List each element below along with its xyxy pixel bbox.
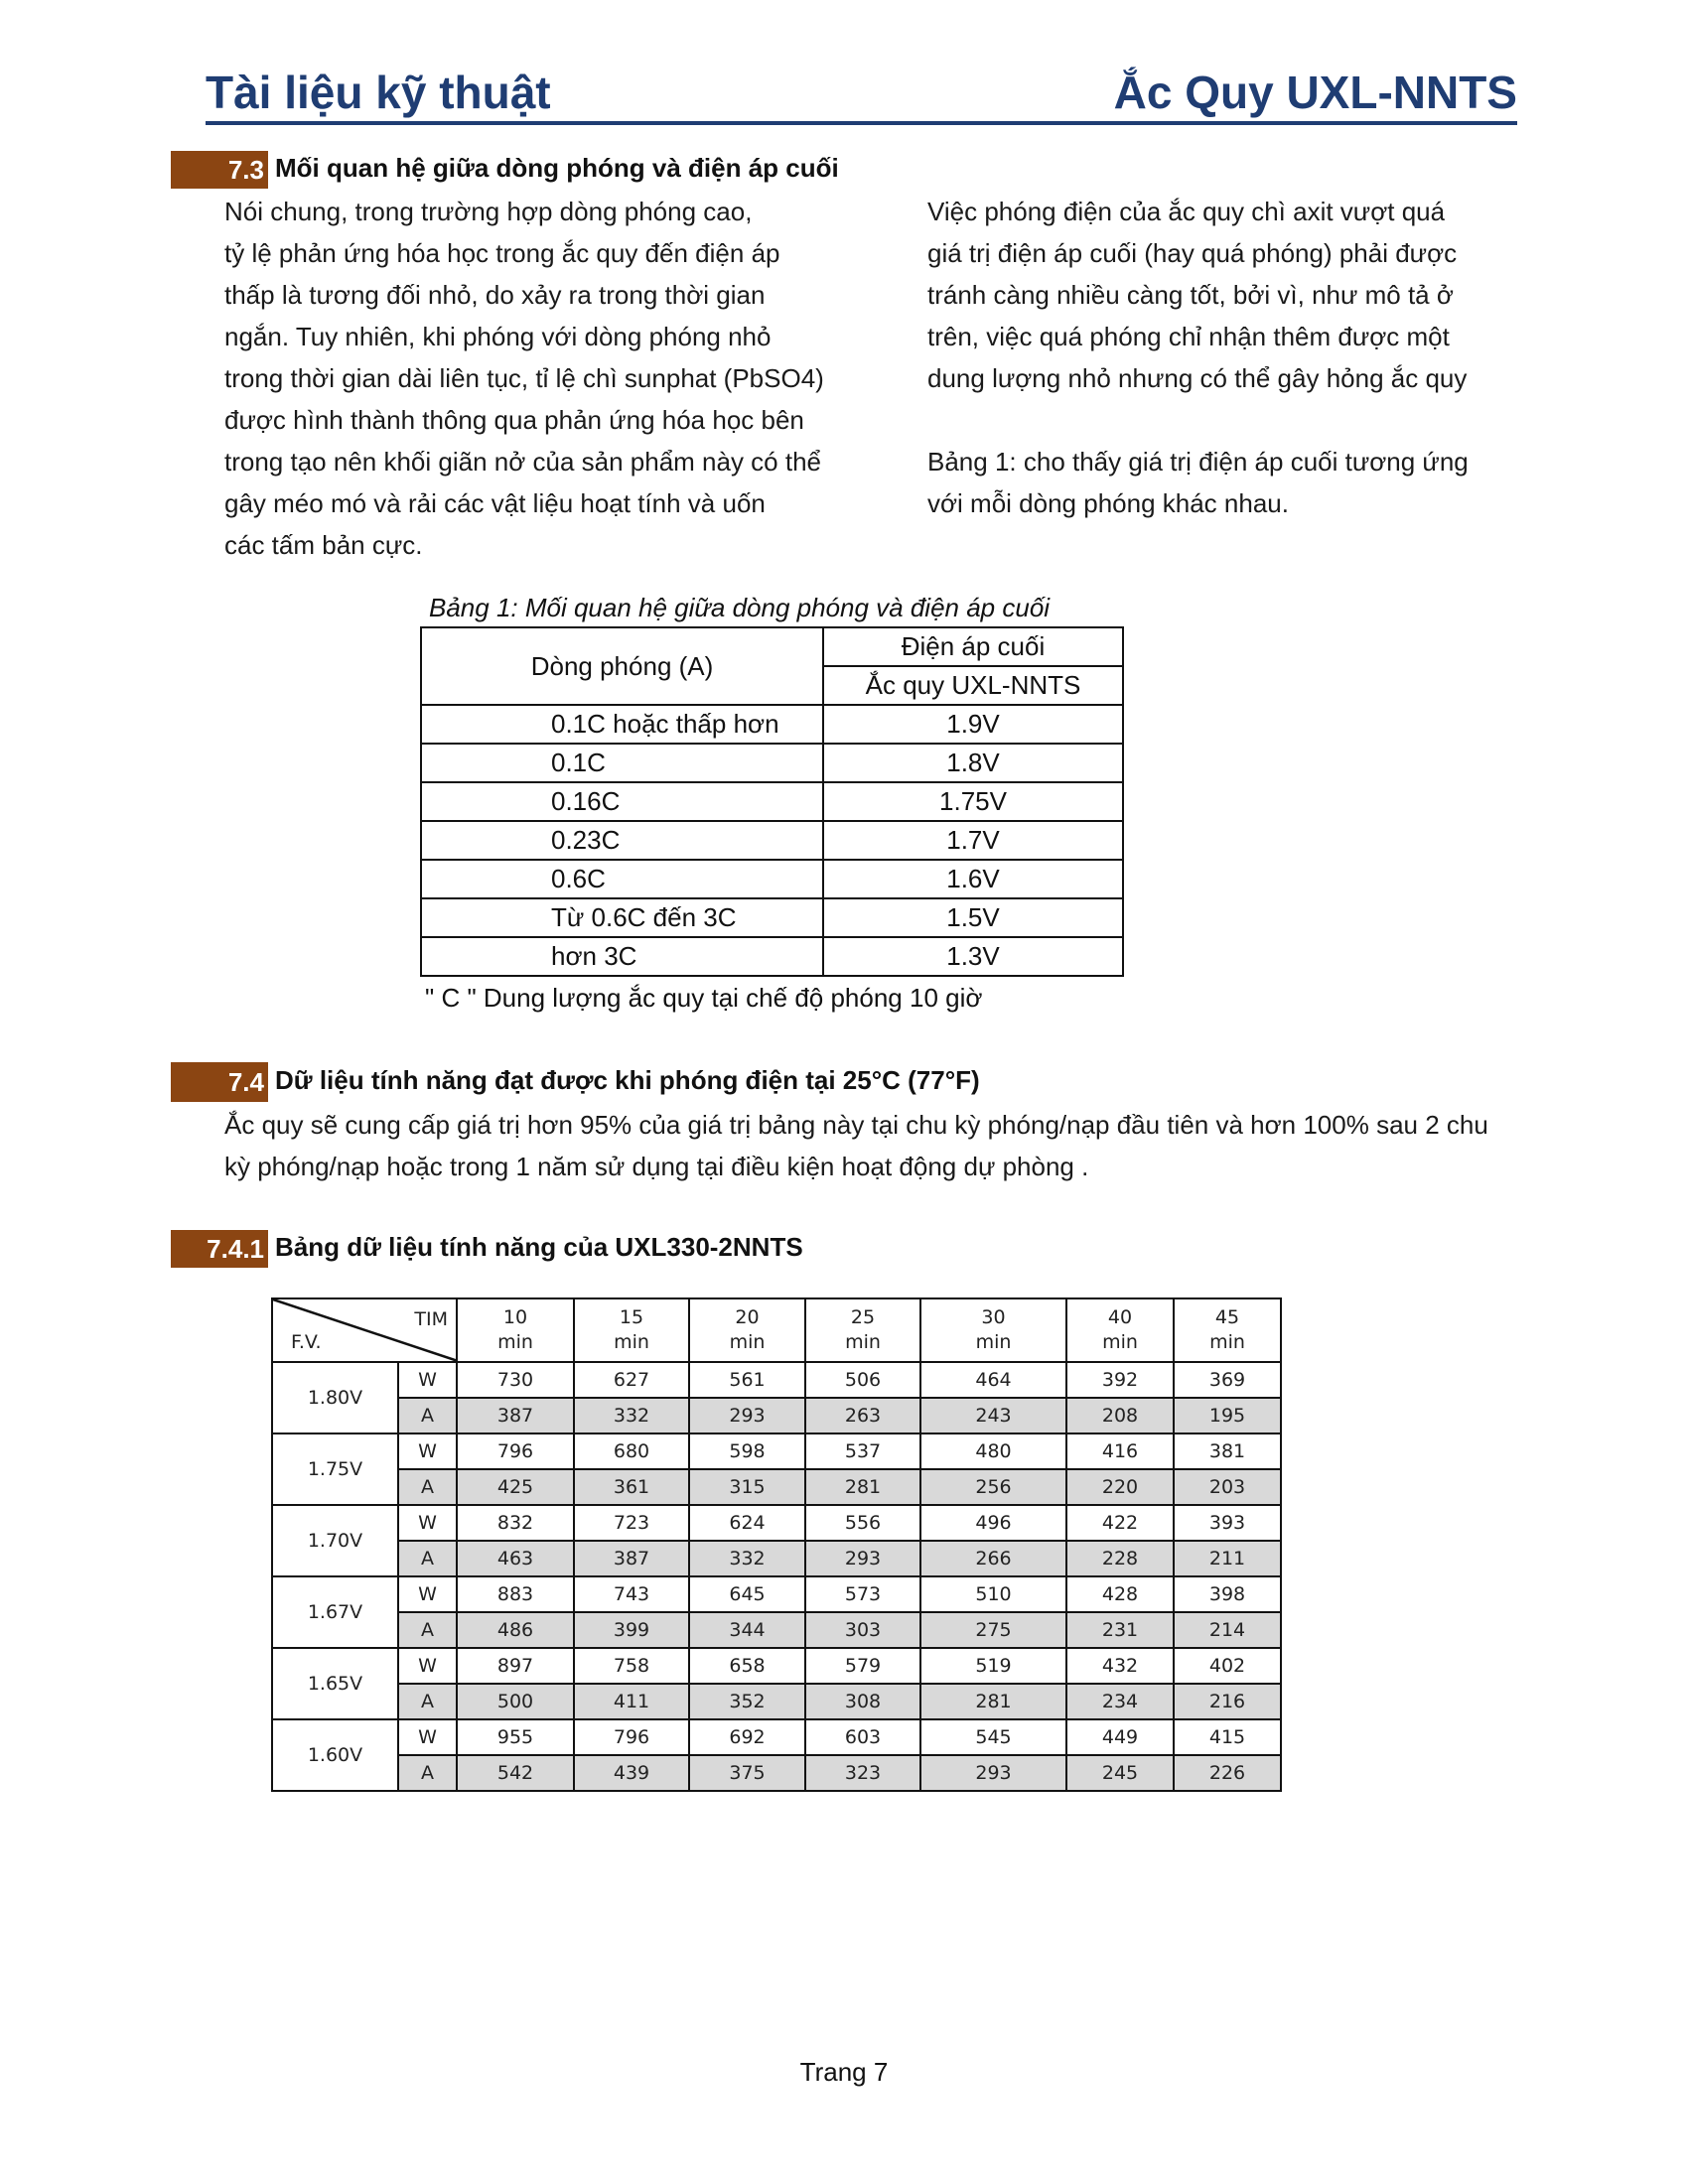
data-cell: 645 (689, 1576, 805, 1612)
data-cell: 228 (1066, 1541, 1174, 1576)
data-cell: 263 (805, 1398, 920, 1433)
table-row (272, 1576, 1281, 1612)
data-cell: 293 (920, 1755, 1066, 1791)
data-cell: 361 (574, 1469, 689, 1505)
data-cell: 579 (805, 1648, 920, 1684)
unit-label: A (398, 1755, 457, 1791)
table1-cell-current: Từ 0.6C đến 3C (421, 898, 823, 937)
data-cell: 220 (1066, 1469, 1174, 1505)
data-cell: 510 (920, 1576, 1066, 1612)
data-cell: 463 (457, 1541, 574, 1576)
column-header: 20 min (689, 1298, 805, 1362)
table1-cell-voltage: 1.7V (823, 821, 1123, 860)
table1-cell-voltage: 1.9V (823, 705, 1123, 744)
paragraph-line: Ắc quy sẽ cung cấp giá trị hơn 95% của giá trị bảng này tại chu kỳ phóng/nạp đầu tiên và hơn 100% sau 2 chu (224, 1110, 1488, 1140)
table-row (272, 1398, 1281, 1433)
table2-corner-header (272, 1298, 457, 1362)
table-row (272, 1719, 1281, 1755)
paragraph-left (224, 191, 824, 566)
final-voltage-label: F.V. (291, 1331, 322, 1353)
data-cell: 381 (1174, 1433, 1281, 1469)
data-cell: 425 (457, 1469, 574, 1505)
data-cell: 315 (689, 1469, 805, 1505)
data-cell: 293 (805, 1541, 920, 1576)
table-row (272, 1469, 1281, 1505)
table-row (421, 937, 1123, 976)
data-cell: 603 (805, 1719, 920, 1755)
time-axis-label: TIM (414, 1308, 448, 1330)
paragraph-line: Bảng 1: cho thấy giá trị điện áp cuối tương ứng (927, 447, 1469, 477)
paragraph-line: tránh càng nhiều càng tốt, bởi vì, như mô tả ở (927, 280, 1454, 310)
data-cell: 464 (920, 1362, 1066, 1398)
data-cell: 506 (805, 1362, 920, 1398)
paragraph-line: ngắn. Tuy nhiên, khi phóng với dòng phóng nhỏ (224, 322, 772, 351)
data-cell: 369 (1174, 1362, 1281, 1398)
table1-cell-voltage: 1.8V (823, 744, 1123, 782)
final-voltage-cell: 1.65V (272, 1648, 398, 1719)
table-row (421, 898, 1123, 937)
unit-label: W (398, 1505, 457, 1541)
paragraph-line: Nói chung, trong trường hợp dòng phóng cao, (224, 197, 753, 226)
table-row (272, 1648, 1281, 1684)
data-cell: 392 (1066, 1362, 1174, 1398)
data-cell: 352 (689, 1684, 805, 1719)
data-cell: 231 (1066, 1612, 1174, 1648)
data-cell: 275 (920, 1612, 1066, 1648)
section-title-7-3: Mối quan hệ giữa dòng phóng và điện áp cuối (275, 153, 839, 183)
data-cell: 399 (574, 1612, 689, 1648)
data-cell: 428 (1066, 1576, 1174, 1612)
column-header: 15 min (574, 1298, 689, 1362)
data-cell: 293 (689, 1398, 805, 1433)
table1-cell-current: 0.1C hoặc thấp hơn (421, 705, 823, 744)
data-cell: 415 (1174, 1719, 1281, 1755)
table1-header-voltage: Điện áp cuối (823, 627, 1123, 666)
data-cell: 897 (457, 1648, 574, 1684)
paragraph-line: dung lượng nhỏ nhưng có thể gây hỏng ắc quy (927, 363, 1468, 393)
data-cell: 308 (805, 1684, 920, 1719)
unit-label: W (398, 1576, 457, 1612)
column-header: 30 min (920, 1298, 1066, 1362)
data-cell: 723 (574, 1505, 689, 1541)
unit-label: W (398, 1719, 457, 1755)
table1-footnote: " C " Dung lượng ắc quy tại chế độ phóng 10 giờ (425, 983, 983, 1013)
data-cell: 303 (805, 1612, 920, 1648)
section-7-4-body (224, 1104, 1488, 1187)
data-cell: 883 (457, 1576, 574, 1612)
paragraph-right (927, 191, 1469, 524)
section-number-7-3: 7.3 (171, 151, 268, 189)
table1-cell-current: 0.23C (421, 821, 823, 860)
data-cell: 743 (574, 1576, 689, 1612)
data-cell: 796 (457, 1433, 574, 1469)
data-cell: 387 (574, 1541, 689, 1576)
table1-header-battery: Ắc quy UXL-NNTS (823, 666, 1123, 705)
table1-cell-voltage: 1.5V (823, 898, 1123, 937)
data-cell: 598 (689, 1433, 805, 1469)
paragraph-line: trong tạo nên khối giãn nở của sản phẩm này có thể (224, 447, 822, 477)
paragraph-line: giá trị điện áp cuối (hay quá phóng) phải được (927, 238, 1458, 268)
data-cell: 486 (457, 1612, 574, 1648)
data-cell: 214 (1174, 1612, 1281, 1648)
table-row (421, 821, 1123, 860)
unit-label: A (398, 1398, 457, 1433)
table-row (272, 1612, 1281, 1648)
paragraph-line: Việc phóng điện của ắc quy chì axit vượt quá (927, 197, 1446, 226)
column-header: 10 min (457, 1298, 574, 1362)
data-cell: 398 (1174, 1576, 1281, 1612)
table-row (272, 1684, 1281, 1719)
table-row (421, 782, 1123, 821)
data-cell: 211 (1174, 1541, 1281, 1576)
data-cell: 556 (805, 1505, 920, 1541)
data-cell: 439 (574, 1755, 689, 1791)
final-voltage-cell: 1.80V (272, 1362, 398, 1433)
table1-header-current: Dòng phóng (A) (421, 627, 823, 705)
unit-label: W (398, 1648, 457, 1684)
data-cell: 266 (920, 1541, 1066, 1576)
table-row (272, 1433, 1281, 1469)
data-cell: 332 (689, 1541, 805, 1576)
data-cell: 375 (689, 1755, 805, 1791)
table-row (421, 860, 1123, 898)
table-row (272, 1755, 1281, 1791)
data-cell: 758 (574, 1648, 689, 1684)
table-row (421, 705, 1123, 744)
table-row (421, 744, 1123, 782)
table1-cell-current: 0.16C (421, 782, 823, 821)
data-cell: 692 (689, 1719, 805, 1755)
final-voltage-cell: 1.75V (272, 1433, 398, 1505)
table1-cell-current: 0.6C (421, 860, 823, 898)
unit-label: A (398, 1469, 457, 1505)
final-voltage-cell: 1.60V (272, 1719, 398, 1791)
section-number-7-4-1: 7.4.1 (171, 1230, 268, 1268)
table1-cell-voltage: 1.6V (823, 860, 1123, 898)
table-row (272, 1541, 1281, 1576)
data-cell: 281 (805, 1469, 920, 1505)
table-row (272, 1505, 1281, 1541)
data-cell: 537 (805, 1433, 920, 1469)
data-cell: 680 (574, 1433, 689, 1469)
data-cell: 627 (574, 1362, 689, 1398)
data-cell: 208 (1066, 1398, 1174, 1433)
document-title: Tài liệu kỹ thuật (206, 67, 551, 118)
section-number-7-4: 7.4 (171, 1062, 268, 1102)
data-cell: 332 (574, 1398, 689, 1433)
table1-cell-current: 0.1C (421, 744, 823, 782)
data-cell: 387 (457, 1398, 574, 1433)
data-cell: 256 (920, 1469, 1066, 1505)
paragraph-line: thấp là tương đối nhỏ, do xảy ra trong thời gian (224, 280, 766, 310)
page-number: Trang 7 (799, 2057, 889, 2087)
data-cell: 573 (805, 1576, 920, 1612)
column-header: 40 min (1066, 1298, 1174, 1362)
data-cell: 955 (457, 1719, 574, 1755)
table1-caption: Bảng 1: Mối quan hệ giữa dòng phóng và điện áp cuối (429, 593, 1051, 622)
cutoff-voltage-table (420, 626, 1124, 977)
table1-cell-voltage: 1.75V (823, 782, 1123, 821)
data-cell: 416 (1066, 1433, 1174, 1469)
unit-label: A (398, 1684, 457, 1719)
data-cell: 730 (457, 1362, 574, 1398)
table-row (272, 1362, 1281, 1398)
data-cell: 243 (920, 1398, 1066, 1433)
data-cell: 480 (920, 1433, 1066, 1469)
table1-cell-voltage: 1.3V (823, 937, 1123, 976)
performance-table (271, 1297, 1282, 1792)
data-cell: 393 (1174, 1505, 1281, 1541)
data-cell: 545 (920, 1719, 1066, 1755)
data-cell: 281 (920, 1684, 1066, 1719)
section-title-7-4-1: Bảng dữ liệu tính năng của UXL330-2NNTS (275, 1232, 803, 1262)
data-cell: 500 (457, 1684, 574, 1719)
paragraph-line: các tấm bản cực. (224, 530, 423, 560)
data-cell: 245 (1066, 1755, 1174, 1791)
data-cell: 203 (1174, 1469, 1281, 1505)
data-cell: 195 (1174, 1398, 1281, 1433)
paragraph-line: trong thời gian dài liên tục, tỉ lệ chì sunphat (PbSO4) (224, 363, 824, 393)
data-cell: 216 (1174, 1684, 1281, 1719)
paragraph-line: trên, việc quá phóng chỉ nhận thêm được một (927, 322, 1450, 351)
data-cell: 796 (574, 1719, 689, 1755)
data-cell: 234 (1066, 1684, 1174, 1719)
data-cell: 624 (689, 1505, 805, 1541)
data-cell: 411 (574, 1684, 689, 1719)
column-header: 25 min (805, 1298, 920, 1362)
paragraph-line: tỷ lệ phản ứng hóa học trong ắc quy đến điện áp (224, 238, 780, 268)
product-title: Ắc Quy UXL-NNTS (1113, 67, 1517, 118)
data-cell: 658 (689, 1648, 805, 1684)
data-cell: 432 (1066, 1648, 1174, 1684)
header-rule (206, 121, 1517, 125)
section-title-7-4: Dữ liệu tính năng đạt được khi phóng điện tại 25°C (77°F) (275, 1065, 980, 1095)
data-cell: 449 (1066, 1719, 1174, 1755)
data-cell: 226 (1174, 1755, 1281, 1791)
data-cell: 561 (689, 1362, 805, 1398)
data-cell: 344 (689, 1612, 805, 1648)
data-cell: 422 (1066, 1505, 1174, 1541)
data-cell: 496 (920, 1505, 1066, 1541)
unit-label: W (398, 1362, 457, 1398)
table1-cell-current: hơn 3C (421, 937, 823, 976)
data-cell: 832 (457, 1505, 574, 1541)
paragraph-line: được hình thành thông qua phản ứng hóa học bên (224, 405, 804, 435)
unit-label: W (398, 1433, 457, 1469)
column-header: 45 min (1174, 1298, 1281, 1362)
unit-label: A (398, 1541, 457, 1576)
paragraph-line: gây méo mó và rải các vật liệu hoạt tính và uốn (224, 488, 766, 518)
final-voltage-cell: 1.70V (272, 1505, 398, 1576)
paragraph-line: kỳ phóng/nạp hoặc trong 1 năm sử dụng tại điều kiện hoạt động dự phòng . (224, 1152, 1089, 1181)
data-cell: 519 (920, 1648, 1066, 1684)
data-cell: 402 (1174, 1648, 1281, 1684)
data-cell: 542 (457, 1755, 574, 1791)
unit-label: A (398, 1612, 457, 1648)
paragraph-line: với mỗi dòng phóng khác nhau. (927, 488, 1289, 518)
data-cell: 323 (805, 1755, 920, 1791)
final-voltage-cell: 1.67V (272, 1576, 398, 1648)
